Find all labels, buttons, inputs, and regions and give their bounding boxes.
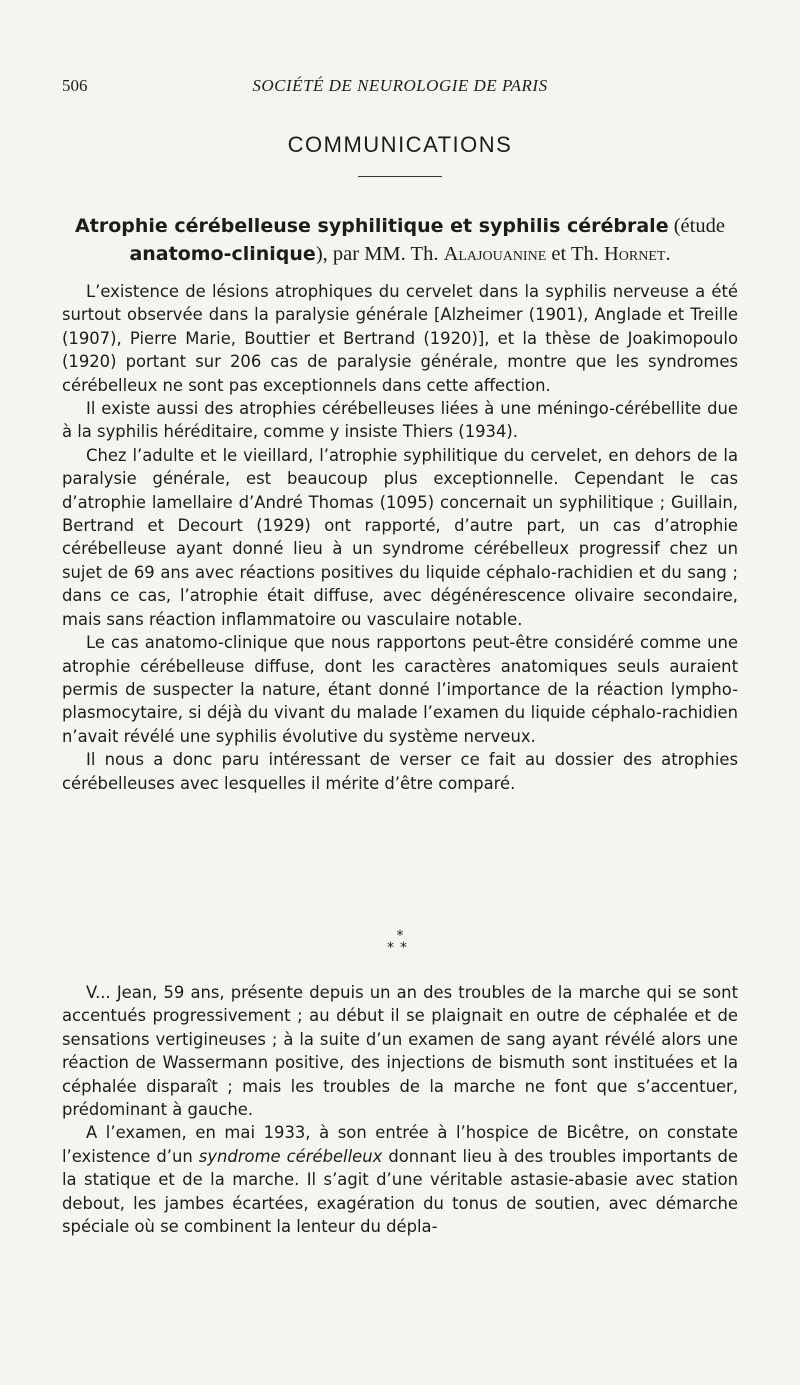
article-title-end: . — [665, 243, 671, 265]
article-title-part-2: (étude — [668, 215, 725, 237]
page-number: 506 — [62, 76, 88, 95]
asterism-top: * — [396, 928, 404, 944]
article-title — [62, 212, 738, 268]
article-title-part-5: et Th. — [546, 243, 604, 265]
paragraph: Chez l’adulte et le vieillard, l’atrophie syphilitique du cervelet, en dehors de la paralysie générale, est beaucoup plus exceptionnelle. Cependant le cas d’atrophie lamellaire d’André Thomas (1095) concernait un syphilitique ; Guillain, Bertrand et Decourt (1929) ont rapporté, d’autre part, un cas d’atrophie cérébelleuse ayant donné lieu à un syndrome cérébelleux progressif chez un sujet de 69 ans avec réactions positives du liquide céphalo-rachidien et du sang ; dans ce cas, l’atrophie était diffuse, avec dégénérescence olivaire secondaire, mais sans réaction inflammatoire ou vasculaire notable. — [62, 445, 738, 629]
body-text-introduction — [62, 280, 738, 795]
paragraph: Il existe aussi des atrophies cérébelleuses liées à une méningo-cérébellite due à la syphilis héréditaire, comme y insiste Thiers (1934). — [62, 399, 738, 442]
author-2: Hornet — [603, 243, 666, 265]
paragraph: Le cas anatomo-clinique que nous rapportons peut-être considéré comme une atrophie cérébelleuse diffuse, dont les caractères anatomiques seuls auraient permis de suspecter la nature, étant donné l’importance de la réaction lympho-plasmocytaire, si déjà du vivant du malade l’examen du liquide céphalo-rachidien n’avait révélé une syphilis évolutive du système nerveux. — [62, 633, 738, 746]
running-head — [62, 76, 738, 96]
author-1: Alajouanine — [443, 243, 547, 265]
journal-title: SOCIÉTÉ DE NEUROLOGIE DE PARIS — [252, 76, 548, 95]
asterism-bottom: ** — [387, 940, 413, 956]
paragraph: V... Jean, 59 ans, présente depuis un an des troubles de la marche qui se sont accentués progressivement ; au début il se plaignait en outre de céphalée et de sensations vertigineuses ; à la suite d’un examen de sang ayant révélé alors une réaction de Wassermann positive, des injections de bismuth sont instituées et la céphalée disparaît ; mais les troubles de la marche ne font que s’accentuer, prédominant à gauche. — [62, 983, 738, 1120]
paragraph-text-end: donnant lieu à des troubles importants de la statique et de la marche. Il s’agit d’une véritable astasie-abasie avec station debout, les jambes écartées, exagération du tonus de soutien, avec démarche spéciale où se combinent la lenteur du dépla- — [62, 1146, 738, 1237]
section-title: COMMUNICATIONS — [287, 132, 513, 157]
asterism — [0, 930, 800, 954]
paragraph-text-start: A l’examen, en mai 1933, à son entrée à l’hospice de Bicêtre, on constate l’existence d’un — [62, 1123, 738, 1166]
article-title-part-3: anatomo-clinique — [129, 243, 316, 265]
article-title-part-1: Atrophie cérébelleuse syphilitique et syphilis cérébrale — [75, 215, 669, 237]
emphasis-syndrome: syndrome cérébelleux — [198, 1146, 383, 1166]
divider — [358, 176, 442, 177]
paragraph — [62, 1121, 738, 1238]
paragraph: L’existence de lésions atrophiques du cervelet dans la syphilis nerveuse a été surtout observée dans la paralysie générale [Alzheimer (1901), Anglade et Treille (1907), Pierre Marie, Bouttier et Bertrand (1920)], et la thèse de Joakimopoulo (1920) portant sur 206 cas de paralysie générale, montre que les syndromes cérébelleux ne sont pas exceptionnels dans cette affection. — [62, 282, 738, 395]
paragraph: Il nous a donc paru intéressant de verser ce fait au dossier des atrophies cérébelleuses avec lesquelles il mérite d’être comparé. — [62, 750, 738, 793]
body-text-case-report — [62, 981, 738, 1238]
article-title-part-4: ), par MM. Th. — [315, 243, 444, 265]
